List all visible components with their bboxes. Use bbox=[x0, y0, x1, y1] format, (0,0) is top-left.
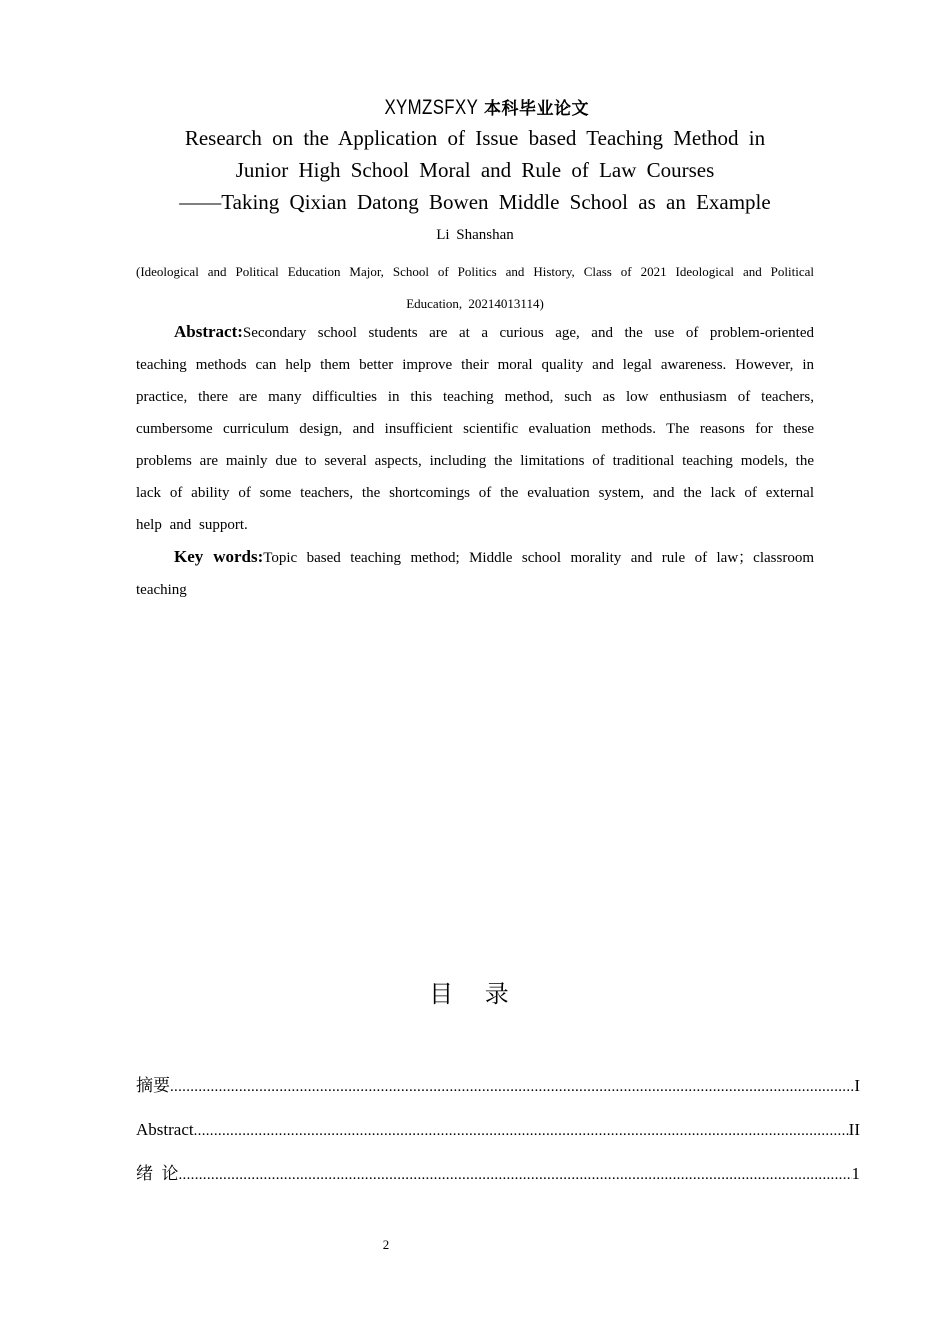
toc-entry-page: II bbox=[848, 1120, 860, 1139]
author-name: Li Shanshan bbox=[436, 227, 514, 243]
abstract-label: Abstract: bbox=[174, 322, 243, 341]
title-line-1: Research on the Application of Issue based Teaching Method in bbox=[184, 126, 766, 150]
keywords-label: Key words: bbox=[174, 547, 264, 566]
author-affiliation: (Ideological and Political Education Major, School of Politics and History, Class of 2021 Ideological and Political Education, 20214013114) bbox=[136, 264, 814, 311]
toc-leader-dots bbox=[194, 1115, 849, 1147]
toc-entry-abstract-en[interactable] bbox=[136, 1114, 860, 1158]
toc-entry-label: 绪 论 bbox=[136, 1164, 179, 1183]
school-code: XYMZSFXY bbox=[384, 96, 479, 119]
thesis-header bbox=[136, 93, 814, 123]
toc-entry-introduction[interactable] bbox=[136, 1158, 860, 1202]
toc-title: 目 录 bbox=[429, 980, 521, 1008]
toc-entry-label: 摘要 bbox=[136, 1076, 170, 1095]
table-of-contents bbox=[136, 1070, 860, 1202]
abstract-text: Secondary school students are at a curious age, and the use of problem-oriented teaching methods can help them better improve their moral quality and legal awareness. However, in practice, there are many difficulties in this teaching method, such as low enthusiasm of teachers, cumbersome curriculum design, and insufficient scientific evaluation methods. The reasons for these problems are mainly due to several aspects, including the limitations of traditional teaching models, the lack of ability of some teachers, the shortcomings of the evaluation system, and the lack of external help and support. bbox=[136, 325, 814, 533]
subtitle: ——Taking Qixian Datong Bowen Middle School as an Example bbox=[179, 190, 771, 214]
toc-entry-page: I bbox=[854, 1076, 860, 1095]
abstract-paragraph bbox=[136, 316, 814, 541]
thesis-type-label: 本科毕业论文 bbox=[483, 99, 589, 119]
page-number: 2 bbox=[382, 1237, 390, 1252]
keywords-paragraph bbox=[136, 541, 814, 606]
abstract-section bbox=[136, 316, 814, 606]
keywords-text: Topic based teaching method; Middle school morality and rule of law；classroom teaching bbox=[136, 550, 814, 598]
toc-entry-label: Abstract bbox=[136, 1120, 194, 1139]
toc-entry-page: 1 bbox=[851, 1164, 860, 1183]
title-line-2: Junior High School Moral and Rule of Law Courses bbox=[235, 158, 715, 182]
toc-leader-dots bbox=[170, 1071, 854, 1103]
toc-entry-abstract-cn[interactable] bbox=[136, 1070, 860, 1114]
toc-leader-dots bbox=[179, 1159, 852, 1191]
